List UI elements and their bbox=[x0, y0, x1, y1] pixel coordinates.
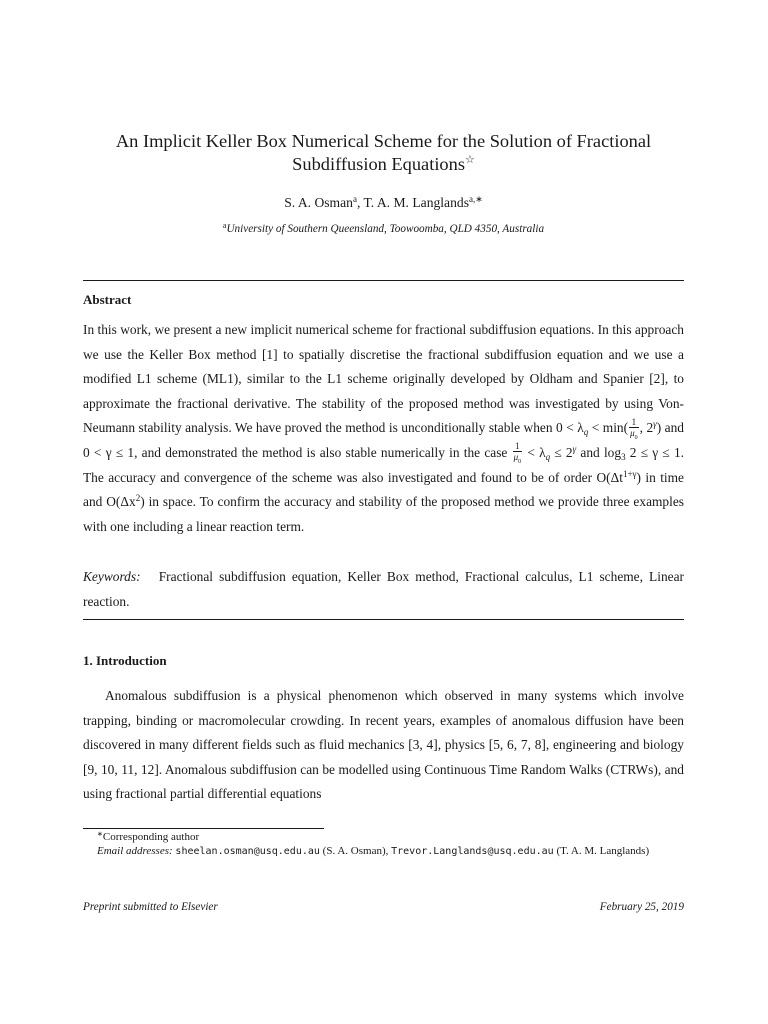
paper-title bbox=[83, 130, 684, 176]
fraction-1-over-mu0: $\frac{1}{\mu_0}$ bbox=[630, 416, 638, 441]
footnotes bbox=[83, 830, 684, 859]
footnote-corresponding: ∗Corresponding author bbox=[97, 830, 200, 843]
footer-preprint-note: Preprint submitted to Elsevier bbox=[83, 901, 218, 913]
keywords-label: Keywords: bbox=[83, 569, 141, 584]
abstract-top-rule bbox=[83, 280, 684, 281]
email-osman[interactable]: sheelan.osman@usq.edu.au bbox=[175, 846, 320, 858]
footnote-emails: Email addresses: sheelan.osman@usq.edu.au (S. A. Osman), Trevor.Langlands@usq.edu.au (T. A. M. Langlands) bbox=[97, 845, 650, 858]
abstract-heading: Abstract bbox=[83, 292, 132, 307]
affiliation-mark: a bbox=[222, 221, 227, 230]
author-list bbox=[83, 194, 684, 212]
abstract-bottom-rule bbox=[83, 619, 684, 620]
author-osman: S. A. Osman bbox=[284, 195, 353, 210]
footer-date: February 25, 2019 bbox=[599, 901, 684, 913]
email-label: Email addresses: bbox=[97, 845, 173, 858]
fraction-1-over-mu0-case: $\frac{1}{\mu_0}$ bbox=[513, 441, 522, 466]
title-line-1: An Implicit Keller Box Numerical Scheme for the Solution of Fractional bbox=[115, 131, 652, 151]
title-line-2: Subdiffusion Equations bbox=[292, 154, 465, 174]
affiliation bbox=[83, 222, 684, 237]
affiliation-text: University of Southern Queensland, Toowoomba, QLD 4350, Australia bbox=[226, 223, 545, 235]
keywords bbox=[83, 565, 684, 614]
author-separator: , bbox=[356, 195, 364, 210]
footnote-rule bbox=[83, 828, 324, 829]
author-langlands: T. A. M. Langlands bbox=[363, 195, 469, 210]
introduction-paragraph: Anomalous subdiffusion is a physical phenomenon which observed in many systems which involve trapping, binding or macromolecular crowding. In recent years, examples of anomalous diffusion have been discovered in many different fields such as fluid mechanics [3, 4], physics [5, 6, 7, 8], engineering and biology [9, 10, 11, 12]. Anomalous subdiffusion can be modelled using Continuous Time Random Walks (CTRWs), and using fractional partial differential equations bbox=[83, 688, 684, 802]
section-heading-introduction: 1. Introduction bbox=[83, 653, 167, 668]
abstract-body: In this work, we present a new implicit numerical scheme for fractional subdiffusion equations. In this approach we use the Keller Box method [1] to spatially discretise the fractional subdiffusion equation and we use a modified L1 scheme (ML1), similar to the L1 scheme originally developed by Oldham and Spanier [2], to approximate the fractional derivative. The stability of the proposed method was investigated by using Von-Neumann stability analysis. We have proved the method is unconditionally stable when $0 < \lambda_q < \min$( $\frac{1}{\mu_0}$ , $2^\gamma$) and 0 < γ ≤ 1, and demonstrated the method is also stable numerically in the case $\frac{1}{\mu_0}$ < $\lambda_q \le 2^\gamma$ and $\log_3 2 \le \gamma \le 1$. The accuracy and convergence of the scheme was also investigated and found to be of order $O(\Delta t^{1+\gamma})$ in time and $O(\Delta x^2)$ in space. To confirm the accuracy and stability of the proposed method we provide three examples with one including a linear reaction term. bbox=[83, 322, 685, 534]
author-langlands-mark: a,∗ bbox=[468, 194, 483, 204]
keywords-list: Fractional subdiffusion equation, Keller Box method, Fractional calculus, L1 scheme, Linear reaction. bbox=[83, 569, 684, 609]
author-osman-mark: a bbox=[352, 194, 357, 204]
title-star-mark: ☆ bbox=[464, 154, 475, 166]
email-langlands[interactable]: Trevor.Langlands@usq.edu.au bbox=[391, 846, 554, 858]
